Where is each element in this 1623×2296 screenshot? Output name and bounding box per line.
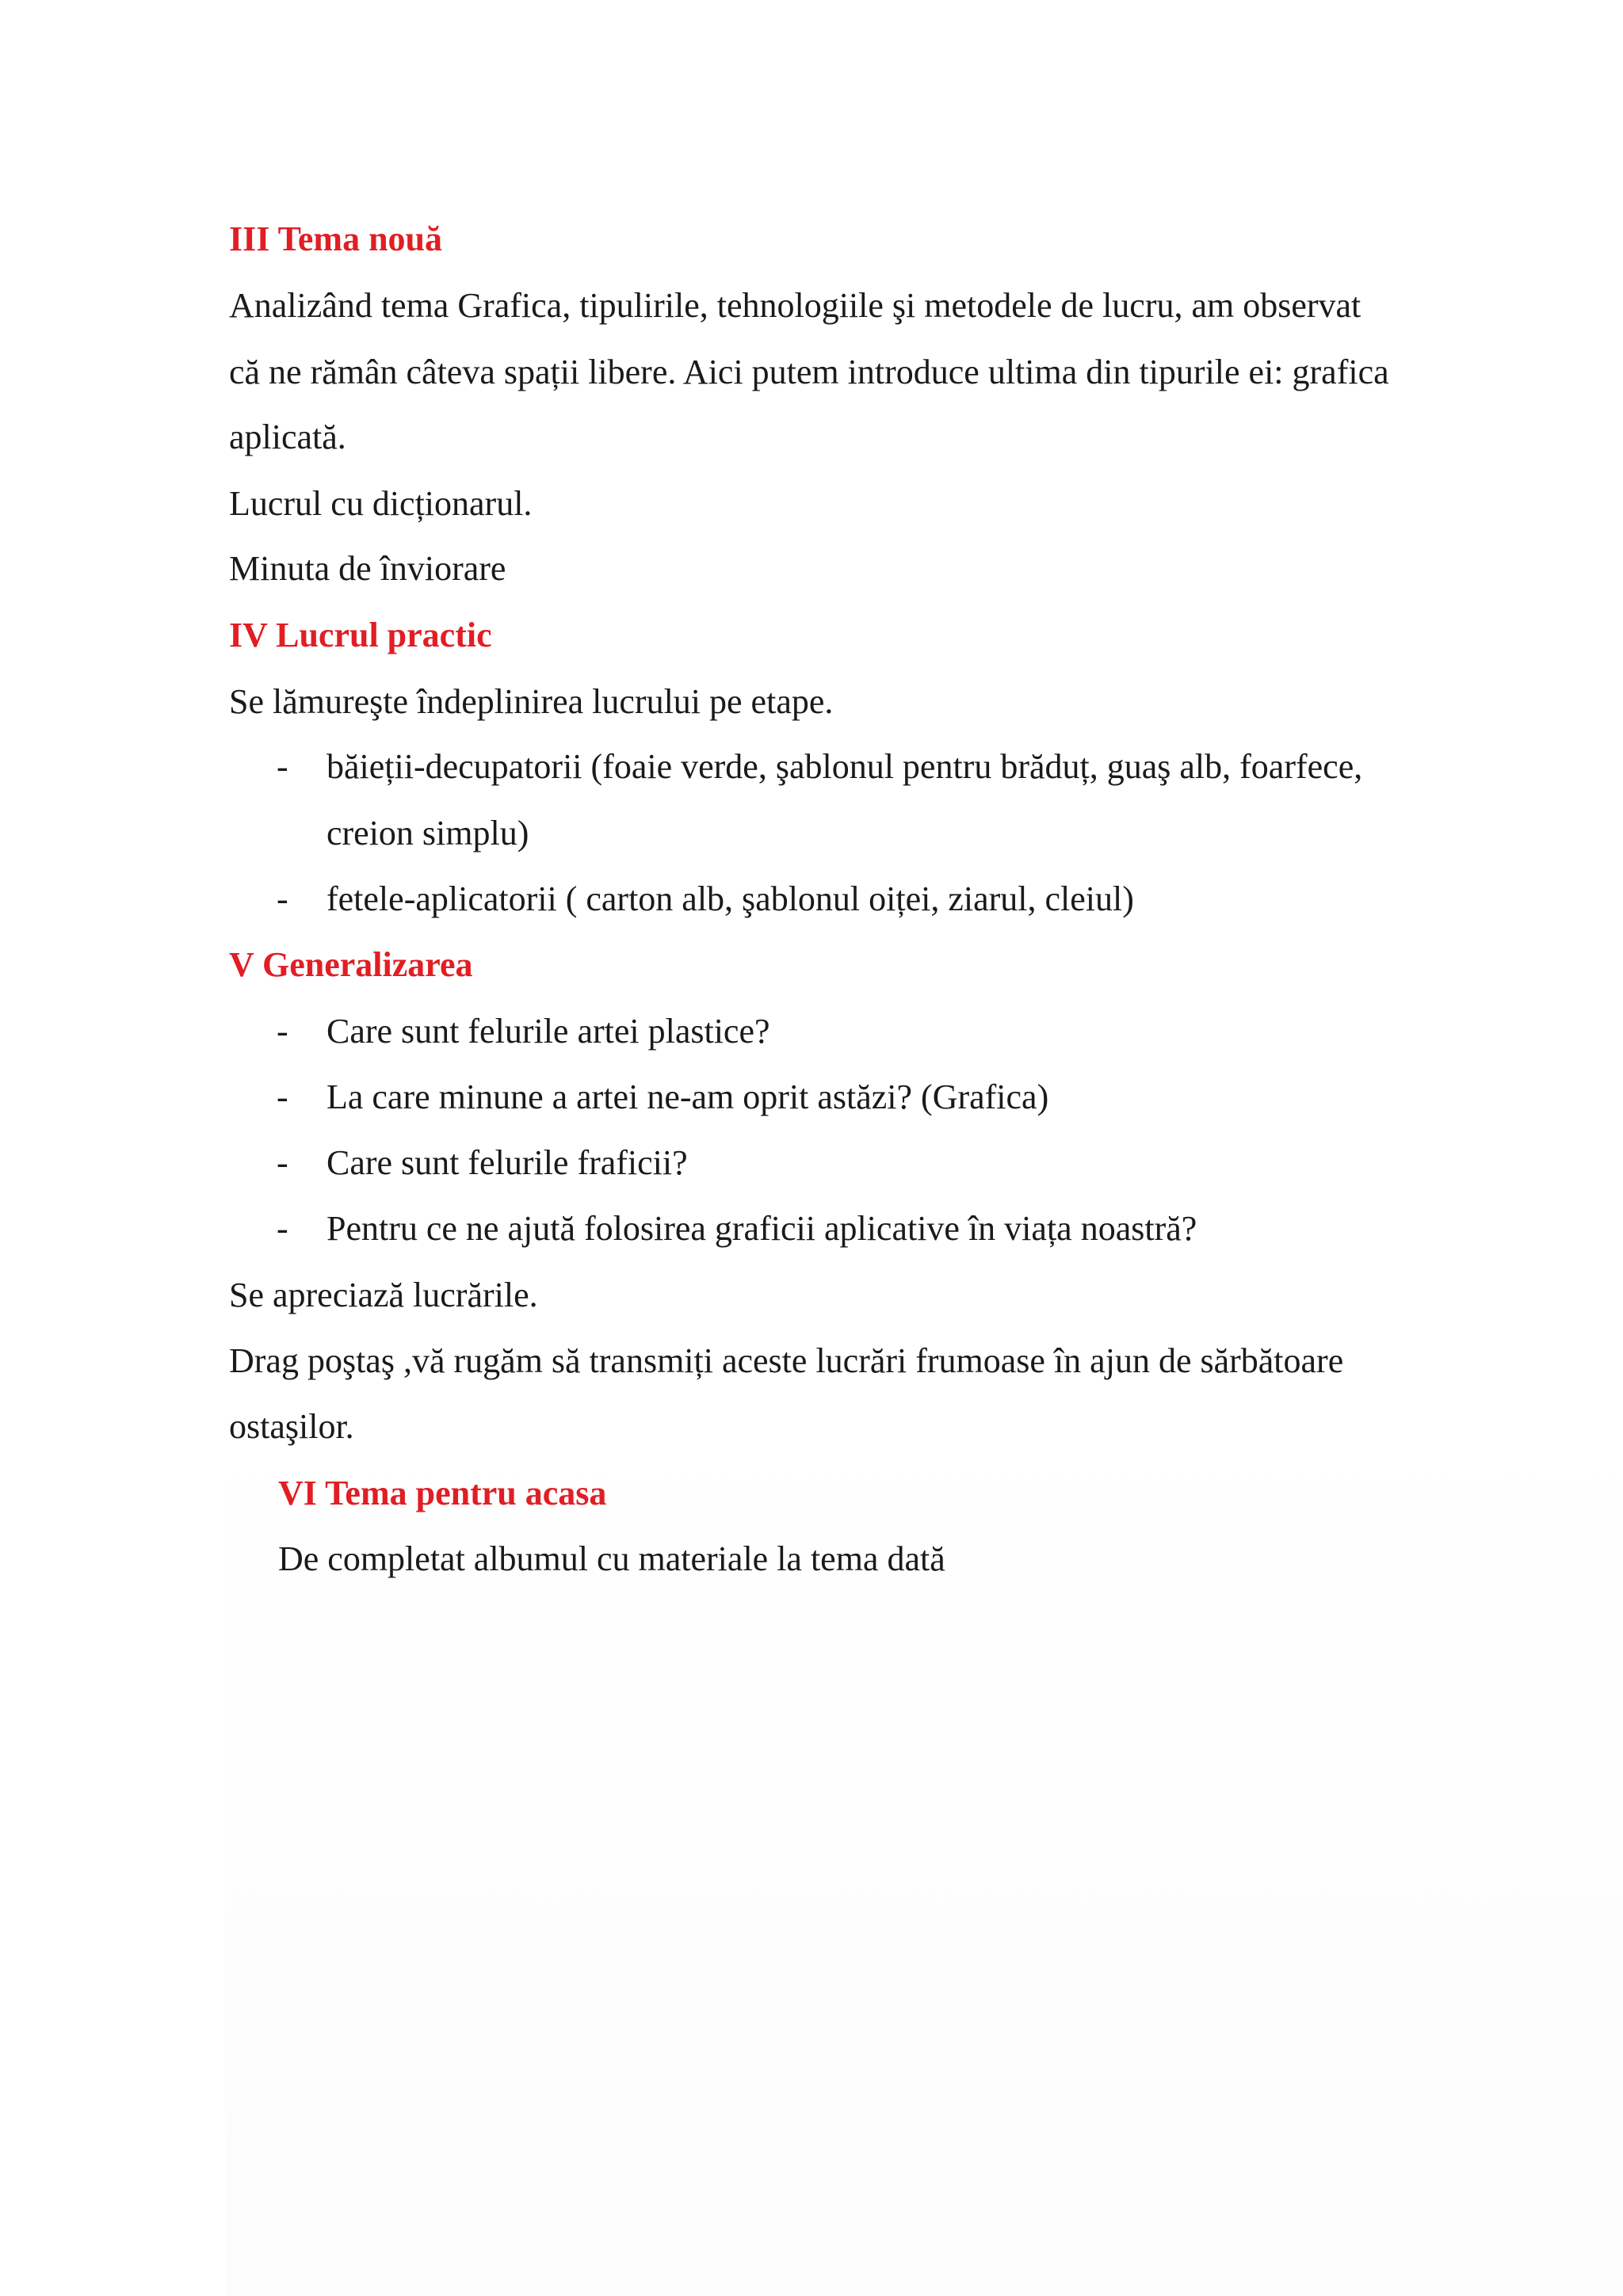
section-4-heading: IV Lucrul practic — [229, 616, 492, 654]
section-6-heading: VI Tema pentru acasa — [278, 1474, 607, 1512]
boys-task-line-1: băieții-decupatorii (foaie verde, şablonul pentru brăduț, guaş alb, foarfece, — [327, 747, 1363, 786]
section-5-heading: V Generalizarea — [229, 945, 473, 984]
appreciation-text: Se apreciază lucrările. — [229, 1276, 538, 1314]
page-background-shade — [225, 1394, 1623, 2296]
practical-work-intro: Se lămureşte îndeplinirea lucrului pe etape. — [229, 682, 834, 721]
boys-task-line-2: creion simplu) — [327, 814, 529, 852]
bullet-dash: - — [277, 1209, 288, 1248]
bullet-dash: - — [277, 879, 288, 918]
section-3-paragraph-line-2: că ne rămân câteva spații libere. Aici putem introduce ultima din tipurile ei: grafica — [229, 353, 1389, 391]
generalization-question-1: Care sunt felurile artei plastice? — [327, 1012, 770, 1051]
girls-task-text: fetele-aplicatorii ( carton alb, şablonul oiței, ziarul, cleiul) — [327, 879, 1134, 918]
generalization-question-2: La care minune a artei ne-am oprit astăzi? (Grafica) — [327, 1077, 1049, 1116]
section-3-paragraph-line-1: Analizând tema Grafica, tipulirile, tehnologiile şi metodele de lucru, am observat — [229, 286, 1361, 325]
section-3-paragraph-line-3: aplicată. — [229, 418, 346, 456]
bullet-dash: - — [277, 1143, 288, 1182]
section-3-heading: III Tema nouă — [229, 219, 443, 258]
warm-up-minute-text: Minuta de înviorare — [229, 549, 506, 588]
homework-text: De completat albumul cu materiale la tema dată — [278, 1539, 945, 1578]
generalization-question-4: Pentru ce ne ajută folosirea graficii aplicative în viața noastră? — [327, 1209, 1197, 1248]
generalization-question-3: Care sunt felurile fraficii? — [327, 1143, 688, 1182]
postman-line-2: ostaşilor. — [229, 1407, 354, 1446]
bullet-dash: - — [277, 1012, 288, 1051]
bullet-dash: - — [277, 1077, 288, 1116]
postman-line-1: Drag poştaş ,vă rugăm să transmiți aceste lucrări frumoase în ajun de sărbătoare — [229, 1341, 1344, 1380]
dictionary-work-text: Lucrul cu dicționarul. — [229, 484, 533, 523]
bullet-dash: - — [277, 747, 288, 786]
